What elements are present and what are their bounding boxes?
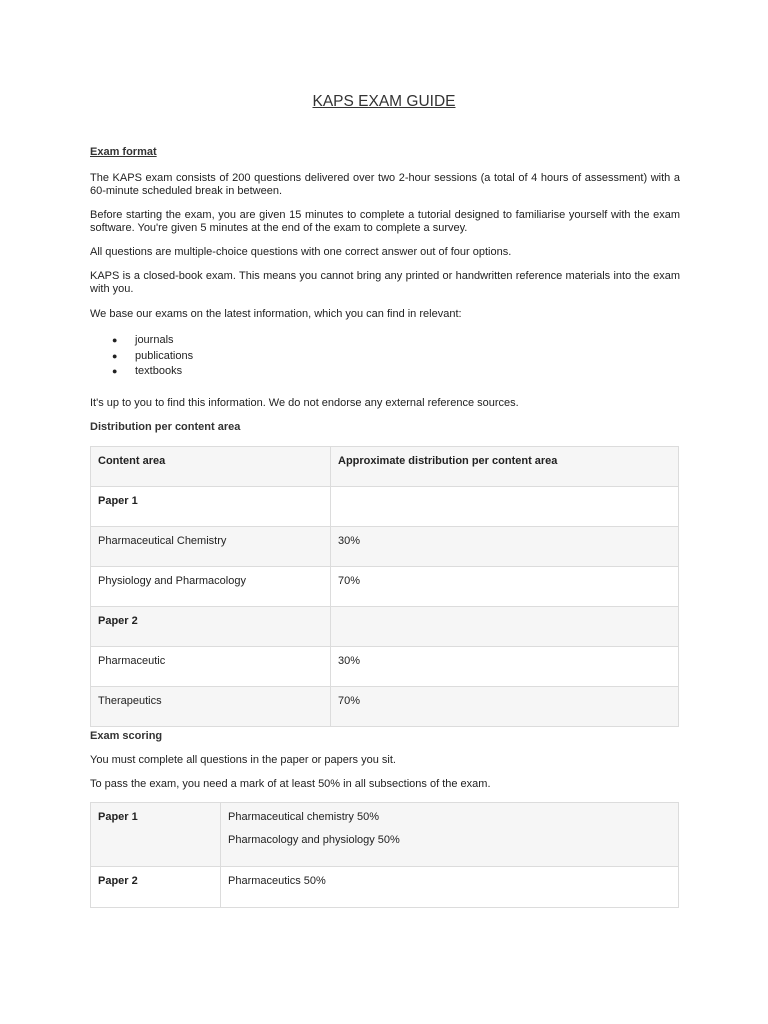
- distribution-cell: 30%: [331, 527, 679, 567]
- list-item-label: textbooks: [135, 365, 183, 377]
- table-row: [91, 687, 679, 727]
- list-item-label: publications: [135, 349, 194, 362]
- distribution-cell: [331, 607, 679, 647]
- content-area-cell: Paper 2: [91, 607, 331, 647]
- pass-mark-item: Pharmaceutics 50%: [228, 875, 326, 887]
- content-area-cell: Physiology and Pharmacology: [91, 567, 331, 607]
- exam-format-paragraph: Before starting the exam, you are given 15 minutes to complete a tutorial designed to familiarise yourself with the exam software. You're given 5 minutes at the end of the exam to complete a survey.: [90, 209, 680, 234]
- table-row: [91, 567, 679, 607]
- table-row: [91, 867, 679, 908]
- paper-cell: Paper 2: [91, 867, 221, 908]
- content-area-cell: Paper 1: [91, 487, 331, 527]
- exam-format-paragraph: We base our exams on the latest information, which you can find in relevant:: [90, 308, 462, 320]
- column-header: Content area: [91, 447, 331, 487]
- table-row: [91, 487, 679, 527]
- pass-mark-item: Pharmaceutical chemistry 50%: [228, 811, 380, 823]
- distribution-cell: 30%: [331, 647, 679, 687]
- scoring-paragraph: You must complete all questions in the paper or papers you sit.: [90, 754, 396, 766]
- table-row: [91, 647, 679, 687]
- table-row: [91, 527, 679, 567]
- exam-format-paragraph: KAPS is a closed-book exam. This means you cannot bring any printed or handwritten reference materials into the exam with you.: [90, 270, 680, 295]
- exam-format-paragraph: The KAPS exam consists of 200 questions delivered over two 2-hour sessions (a total of 4 hours of assessment) with a 60-minute scheduled break in between.: [90, 172, 680, 197]
- pass-mark-cell: [221, 803, 679, 867]
- bullet-icon: ●: [112, 366, 118, 376]
- pass-mark-cell: [221, 867, 679, 908]
- distribution-cell: 70%: [331, 567, 679, 607]
- table-header-row: [91, 447, 679, 487]
- content-area-cell: Pharmaceutic: [91, 647, 331, 687]
- bullet-icon: ●: [112, 350, 118, 361]
- table-row: [91, 607, 679, 647]
- exam-format-paragraph: All questions are multiple-choice questions with one correct answer out of four options.: [90, 246, 512, 258]
- page-title: KAPS EXAM GUIDE: [312, 93, 456, 110]
- distribution-table: [90, 446, 679, 727]
- exam-scoring-heading: Exam scoring: [90, 730, 163, 742]
- distribution-heading: Distribution per content area: [90, 421, 241, 433]
- disclaimer-text: It's up to you to find this information. We do not endorse any external reference sources.: [90, 397, 519, 409]
- exam-format-heading: Exam format: [90, 146, 157, 158]
- column-header: Approximate distribution per content area: [331, 447, 679, 487]
- content-area-cell: Pharmaceutical Chemistry: [91, 527, 331, 567]
- paper-cell: Paper 1: [91, 803, 221, 867]
- distribution-cell: 70%: [331, 687, 679, 727]
- content-area-cell: Therapeutics: [91, 687, 331, 727]
- list-item-label: journals: [135, 334, 174, 346]
- table-row: [91, 803, 679, 867]
- bullet-icon: ●: [112, 335, 118, 345]
- pass-mark-item: Pharmacology and physiology 50%: [228, 834, 400, 846]
- pass-mark-table: [90, 802, 679, 908]
- distribution-cell: [331, 487, 679, 527]
- scoring-paragraph: To pass the exam, you need a mark of at least 50% in all subsections of the exam.: [90, 778, 491, 790]
